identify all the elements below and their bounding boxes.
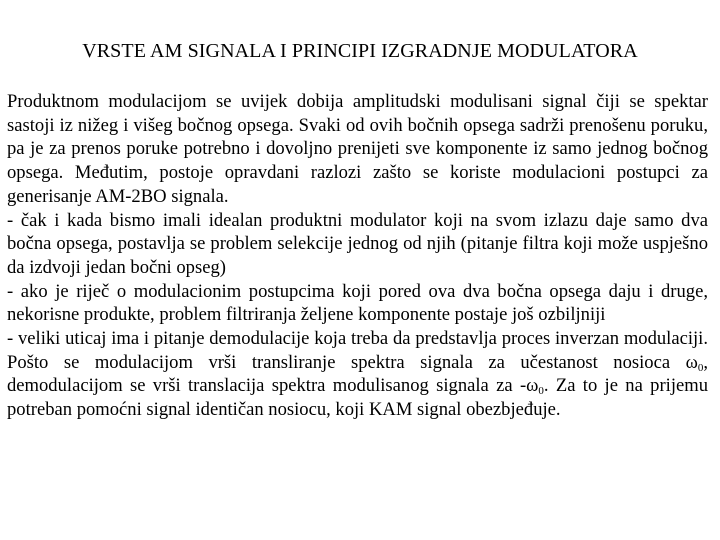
demodulation-text-part3: . Za to je na prijemu potreban pomoćni signal identičan nosiocu, koji KAM signal obezbjeđuje. [7, 375, 708, 421]
slide-body [7, 90, 708, 422]
paragraph-bullet-filter-selection: - čak i kada bismo imali idealan produktni modulator koji na svom izlazu daje samo dva bočna opsega, postavlja se problem selekcije jednog od njih (pitanje filtra koji može uspješno da izdvoji jedan bočni opseg) [7, 209, 708, 278]
demodulation-text-part2: , demodulacijom se vrši translacija spektra modulisanog signala za -ω [7, 351, 708, 397]
demodulation-text-part1: - veliki uticaj ima i pitanje demodulacije koja treba da predstavlja proces inverzan modulaciji. Pošto se modulacijom vrši transliranje spektra signala za učestanost nosioca ω [7, 328, 708, 373]
paragraph-bullet-demodulation [7, 327, 708, 422]
paragraph-bullet-unwanted-products: - ako je riječ o modulacionim postupcima koji pored ova dva bočna opsega daju i druge, nekorisne produkte, problem filtriranja željene komponente postaje još ozbiljniji [7, 280, 708, 326]
slide-title: VRSTE AM SIGNALA I PRINCIPI IZGRADNJE MODULATORA [82, 40, 638, 62]
omega-subscript-2: 0 [538, 385, 544, 398]
paragraph-intro: Produktnom modulacijom se uvijek dobija amplitudski modulisani signal čiji se spektar sastoji iz nižeg i višeg bočnog opsega. Svaki od ovih bočnih opsega sadrži prenošenu poruku, pa je za prenos poruke potrebno i dovoljno prenijeti sve komponente iz samo jednog bočnog opsega. Međutim, postoje opravdani razlozi zašto se koriste modulacioni postupci za generisanje AM-2BO signala. [7, 91, 708, 207]
omega-subscript-1: 0 [697, 361, 704, 374]
